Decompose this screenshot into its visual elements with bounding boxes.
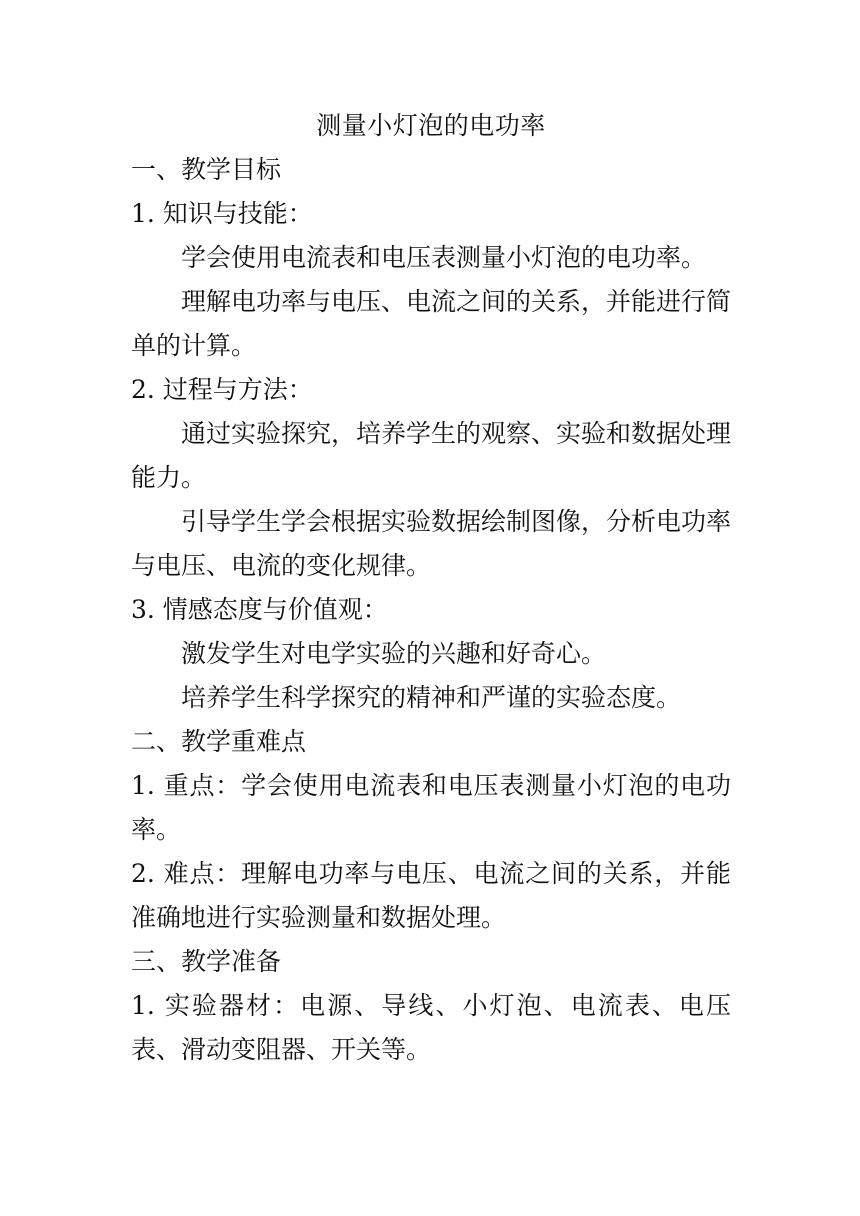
paragraph-attitude-2: 培养学生科学探究的精神和严谨的实验态度。 [181, 683, 682, 712]
paragraph-process-2: 引导学生学会根据实验数据绘制图像，分析电功率与电压、电流的变化规律。 [131, 507, 732, 580]
paragraph-knowledge-2: 理解电功率与电压、电流之间的关系，并能进行简单的计算。 [131, 287, 732, 360]
key-point-item-1: 1. 重点：学会使用电流表和电压表测量小灯泡的电功率。 [131, 771, 731, 844]
section-heading-preparation: 三、教学准备 [131, 947, 282, 976]
subheading-knowledge: 1. 知识与技能： [131, 199, 313, 228]
preparation-item-1: 1. 实验器材：电源、导线、小灯泡、电流表、电压表、滑动变阻器、开关等。 [131, 991, 731, 1064]
paragraph-attitude-1: 激发学生对电学实验的兴趣和好奇心。 [181, 639, 607, 668]
section-heading-objectives: 一、教学目标 [131, 155, 282, 184]
section-heading-key-points: 二、教学重难点 [131, 727, 307, 756]
document-body [131, 104, 731, 1072]
document-title: 测量小灯泡的电功率 [316, 111, 546, 140]
key-point-item-2: 2. 难点：理解电功率与电压、电流之间的关系，并能准确地进行实验测量和数据处理。 [131, 859, 731, 932]
subheading-process: 2. 过程与方法： [131, 375, 313, 404]
subheading-attitude: 3. 情感态度与价值观： [131, 595, 388, 624]
paragraph-process-1: 通过实验探究，培养学生的观察、实验和数据处理能力。 [131, 419, 732, 492]
paragraph-knowledge-1: 学会使用电流表和电压表测量小灯泡的电功率。 [181, 243, 707, 272]
